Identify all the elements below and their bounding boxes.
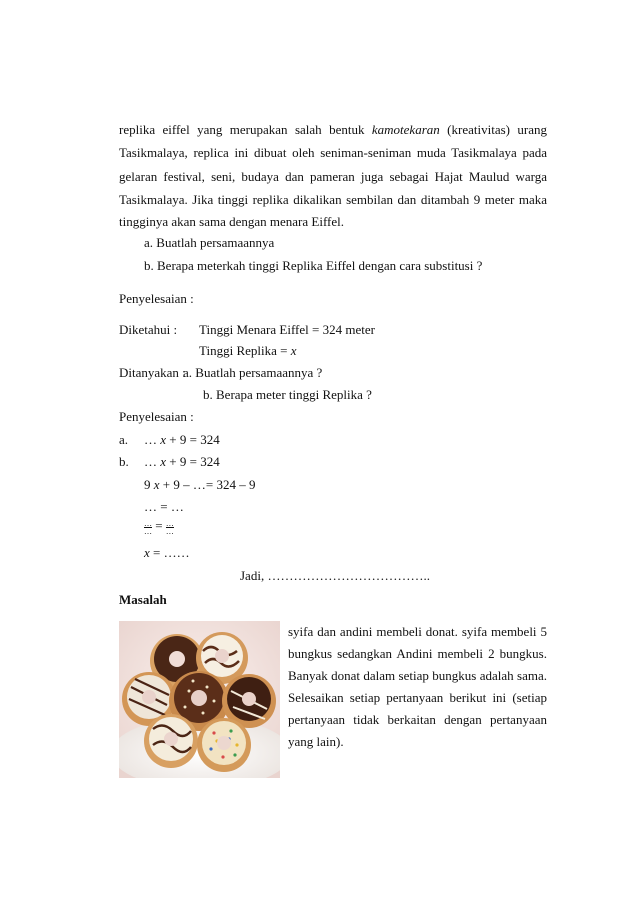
text-segment: + 9 = 324 <box>166 454 220 469</box>
question-a: a. Buatlah persamaannya <box>144 235 275 250</box>
variable-x: x <box>160 454 167 469</box>
penyelesaian-heading-2: Penyelesaian : <box>119 409 194 424</box>
fraction-denominator: … <box>144 526 152 536</box>
text-segment: 9 <box>144 477 154 492</box>
masalah-line-2: bungkus sedangkan Andini membeli 2 bungkus. <box>288 646 547 661</box>
fraction-numerator: … <box>144 518 152 528</box>
donuts-illustration <box>119 621 280 778</box>
variable-x: x <box>160 432 167 447</box>
text-segment: + 9 – …= 324 – 9 <box>159 477 256 492</box>
diketahui-item-1: Tinggi Menara Eiffel = 324 meter <box>199 322 375 337</box>
solution-step-2: … = … <box>144 499 184 514</box>
ditanyakan-b: b. Berapa meter tinggi Replika ? <box>203 387 372 402</box>
variable-x: x <box>144 545 150 560</box>
paragraph-line-5: tingginya akan sama dengan menara Eiffel. <box>119 214 345 229</box>
text-segment: = …… <box>149 545 190 560</box>
paragraph-line-2: Tasikmalaya, replica ini dibuat oleh seniman-seniman muda Tasikmalaya pada <box>119 145 547 160</box>
text-segment: (kreativitas) urang <box>439 122 547 137</box>
solution-a-equation <box>144 432 220 448</box>
masalah-line-6: yang lain). <box>288 734 344 749</box>
solution-a-label: a. <box>119 432 129 447</box>
text-segment: … <box>144 454 161 469</box>
conclusion-line: Jadi, ……………………………….. <box>240 568 430 583</box>
variable-x: x <box>290 343 297 358</box>
solution-step-1 <box>144 477 255 493</box>
solution-step-3 <box>144 518 174 535</box>
paragraph-line-4: Tasikmalaya. Jika tinggi replika dikalikan sembilan dan ditambah 9 meter maka <box>119 192 547 207</box>
diketahui-label: Diketahui : <box>119 322 178 337</box>
fraction-numerator: … <box>165 518 174 528</box>
solution-b-equation <box>144 454 220 470</box>
masalah-line-1: syifa dan andini membeli donat. syifa membeli 5 <box>288 624 547 639</box>
masalah-paragraph <box>288 621 547 753</box>
masalah-line-3: Banyak donat dalam setiap bungkus adalah sama. <box>288 668 547 683</box>
text-segment: Tinggi Replika = <box>199 343 291 358</box>
italic-term: kamotekaran <box>371 122 440 137</box>
ditanyakan-a: a. Buatlah persamaannya ? <box>183 365 323 380</box>
donut-front-left <box>144 714 198 768</box>
donut-front-sprinkles <box>197 718 251 772</box>
fraction-denominator: … <box>165 526 174 536</box>
diketahui-item-2 <box>199 343 297 359</box>
variable-x: x <box>153 477 160 492</box>
ditanyakan-label: Ditanyakan : <box>119 365 186 380</box>
masalah-line-4: Selesaikan setiap pertanyaan berikut ini (setiap <box>288 690 547 705</box>
question-b: b. Berapa meterkah tinggi Replika Eiffel dengan cara substitusi ? <box>144 258 483 273</box>
fraction-left <box>144 520 152 535</box>
donuts-photo <box>119 621 280 778</box>
text-segment: … <box>144 432 161 447</box>
masalah-line-5: pertanyaan tidak berkaitan dengan pertanyaan <box>288 712 547 727</box>
fraction-right <box>166 520 174 535</box>
text-segment: = <box>152 518 166 533</box>
penyelesaian-heading: Penyelesaian : <box>119 291 194 306</box>
text-segment: + 9 = 324 <box>166 432 220 447</box>
text-segment: replika eiffel yang merupakan salah bentuk <box>119 122 372 137</box>
masalah-heading: Masalah <box>119 592 167 607</box>
paragraph-line-3: gelaran festival, seni, budaya dan pameran juga sebagai Hajat Maulud warga <box>119 169 547 184</box>
paragraph-line-1 <box>119 122 547 138</box>
solution-b-label: b. <box>119 454 129 469</box>
solution-step-4 <box>144 545 190 561</box>
